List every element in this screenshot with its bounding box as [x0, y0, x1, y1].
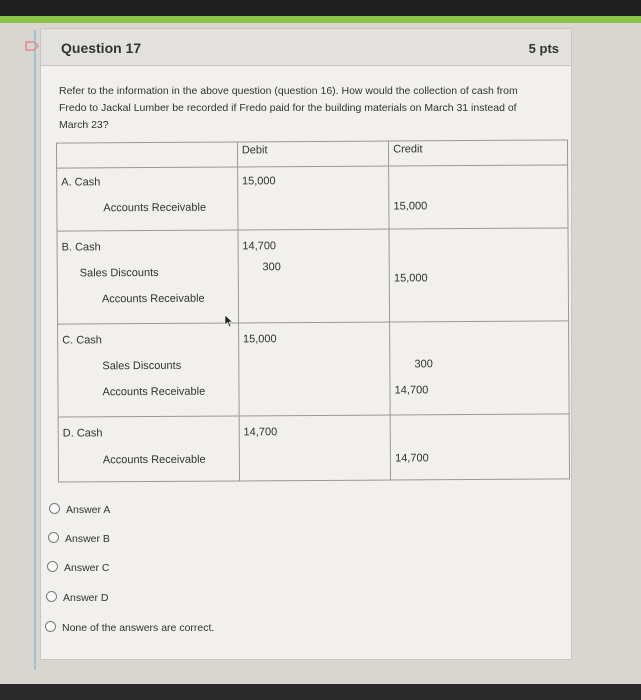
journal-entry-table — [56, 139, 570, 482]
entry-b-debit — [238, 229, 390, 323]
entry-c-line-1: C. Cash — [62, 334, 102, 347]
answer-d-label: Answer D — [63, 592, 109, 604]
entry-b-accounts — [57, 230, 238, 324]
entry-a-debit-1: 15,000 — [241, 175, 276, 188]
entry-c-credit-2: 14,700 — [394, 384, 429, 397]
entry-a-debit — [237, 166, 389, 230]
entry-d-credit-1: 14,700 — [395, 452, 429, 465]
entry-c-credit — [390, 321, 569, 415]
credit-header: Credit — [389, 140, 568, 166]
answer-option-b[interactable] — [48, 532, 110, 545]
entry-c-accounts — [58, 323, 239, 417]
entry-b-line-1: B. Cash — [61, 241, 101, 254]
table-header-row — [56, 140, 567, 168]
radio-c[interactable] — [47, 561, 58, 572]
table-row — [58, 321, 570, 417]
accent-bar — [0, 16, 641, 23]
entry-c-line-3: Accounts Receivable — [102, 385, 206, 399]
question-side-line — [34, 30, 36, 670]
table-row — [57, 165, 568, 231]
bottom-dark-bar — [0, 684, 641, 700]
question-title: Question 17 — [61, 40, 142, 56]
question-text: Refer to the information in the above question (question 16). How would the collection of cash from Fredo to Jackal Lumber be recorded if Fredo paid for the building materials on March 31 instead of March 23? — [59, 85, 518, 131]
entry-c-credit-1: 300 — [414, 358, 433, 371]
entry-b-credit-1: 15,000 — [393, 272, 428, 285]
question-points: 5 pts — [528, 41, 559, 56]
entry-d-debit-1: 14,700 — [243, 426, 278, 439]
question-header — [41, 29, 571, 66]
answer-option-d[interactable] — [46, 591, 109, 604]
entry-b-debit-2: 300 — [262, 261, 281, 274]
entry-d-accounts — [58, 416, 239, 482]
entry-d-line-1: D. Cash — [62, 427, 103, 440]
entry-a-line-2: Accounts Receivable — [103, 201, 207, 215]
mouse-cursor-icon — [224, 314, 234, 328]
debit-header: Debit — [237, 141, 389, 167]
answer-option-none[interactable] — [45, 621, 214, 634]
radio-a[interactable] — [49, 503, 60, 514]
entry-d-credit — [390, 414, 569, 480]
entry-c-line-2: Sales Discounts — [102, 359, 182, 373]
answer-a-label: Answer A — [66, 504, 111, 516]
entry-d-debit — [239, 415, 391, 481]
radio-b[interactable] — [48, 532, 59, 543]
entry-b-line-2: Sales Discounts — [79, 266, 159, 280]
radio-none[interactable] — [45, 621, 56, 632]
table-row — [58, 414, 569, 482]
answer-option-a[interactable] — [49, 503, 110, 516]
top-dark-bar — [0, 0, 641, 16]
entry-a-credit-1: 15,000 — [393, 200, 428, 213]
answer-b-label: Answer B — [65, 533, 110, 545]
entry-d-line-2: Accounts Receivable — [102, 453, 206, 467]
table-row — [57, 228, 569, 324]
entry-b-credit — [389, 228, 568, 322]
answer-option-c[interactable] — [47, 561, 110, 574]
radio-d[interactable] — [46, 591, 57, 602]
entry-a-line-1: A. Cash — [61, 176, 101, 189]
answer-c-label: Answer C — [64, 562, 110, 574]
entry-b-line-3: Accounts Receivable — [101, 292, 205, 306]
entry-b-debit-1: 14,700 — [242, 240, 277, 253]
question-card — [40, 28, 572, 660]
account-header — [56, 142, 237, 168]
answer-none-label: None of the answers are correct. — [62, 622, 215, 634]
entry-a-accounts — [57, 167, 238, 231]
entry-c-debit — [238, 322, 390, 416]
entry-c-debit-1: 15,000 — [242, 333, 277, 346]
flag-question-icon[interactable] — [25, 41, 39, 51]
entry-a-credit — [389, 165, 568, 229]
